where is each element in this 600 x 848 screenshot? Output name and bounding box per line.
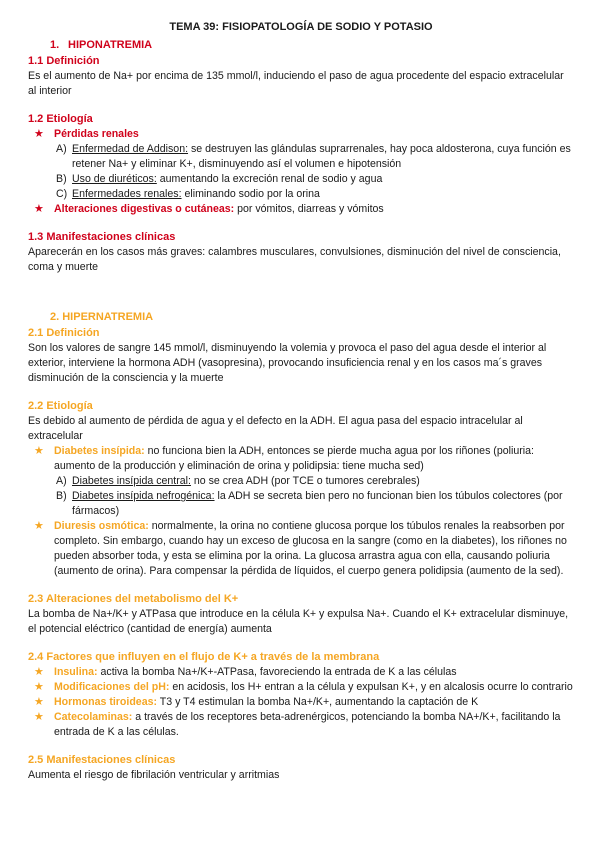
renal-disease-term: Enfermedades renales:: [72, 188, 182, 200]
list-item: [34, 202, 574, 217]
star-icon: ★: [34, 445, 44, 457]
list-item: [56, 187, 574, 202]
section-1-number: 1.: [50, 39, 60, 51]
diabetes-insipida-text: no funciona bien la ADH, entonces se pierde mucha agua por los riñones (poliuria: aumento de la producción y eliminación de orina y polidipsia: tiene mucha sed): [54, 445, 534, 472]
star-icon: ★: [34, 520, 44, 532]
diabetes-insipida-heading: Diabetes insípida:: [54, 445, 145, 457]
document-title: TEMA 39: FISIOPATOLOGÍA DE SODIO Y POTASIO: [169, 21, 433, 33]
item-letter: A): [56, 143, 67, 155]
s1-etiology-heading: 1.2 Etiología: [28, 113, 93, 125]
addison-term: Enfermedad de Addison:: [72, 143, 189, 155]
s2-clinical-text: Aumenta el riesgo de fibrilación ventricular y arritmias: [28, 769, 280, 781]
renal-disease-text: eliminando sodio por la orina: [181, 188, 320, 200]
s1-clinical-text: Aparecerán en los casos más graves: calambres musculares, convulsiones, disminución del nivel de consciencia, coma y muerte: [28, 246, 561, 273]
s2-metabolism-text: La bomba de Na+/K+ y ATPasa que introduce en la célula K+ y expulsa Na+. Cuando el K+ extracelular disminuye, el potencial eléctrico (cantidad de energía) aumenta: [28, 608, 569, 635]
addison-text: se destruyen las glándulas suprarrenales, hay poca aldosterona, cuya función es retener Na+ y eliminar K+, disminuyendo así el volumen e hipotensión: [72, 143, 571, 170]
osmotic-diuresis-heading: Diuresis osmótica:: [54, 520, 149, 532]
s2-factors-list: [28, 665, 574, 740]
list-item: [34, 695, 574, 710]
s2-metabolism-heading: 2.3 Alteraciones del metabolismo del K+: [28, 593, 239, 605]
star-icon: ★: [34, 666, 44, 678]
digestive-heading: Alteraciones digestivas o cutáneas:: [54, 203, 235, 215]
list-item: [56, 489, 574, 519]
star-icon: ★: [34, 128, 44, 140]
s1-definition-heading: 1.1 Definición: [28, 55, 100, 67]
thyroid-heading: Hormonas tiroideas:: [54, 696, 158, 708]
nephrogenic-di-term: Diabetes insípida nefrogénica:: [72, 490, 215, 502]
renal-losses-heading: Pérdidas renales: [54, 128, 139, 140]
list-item: [34, 665, 574, 680]
list-item: [56, 474, 574, 489]
list-item: [34, 444, 574, 474]
section-1-title: HIPONATREMIA: [68, 39, 153, 51]
insulin-text: activa la bomba Na+/K+-ATPasa, favoreciendo la entrada de K a las células: [97, 666, 457, 678]
diuretics-text: aumentando la excreción renal de sodio y agua: [156, 173, 383, 185]
ph-heading: Modificaciones del pH:: [54, 681, 170, 693]
list-item: [56, 142, 574, 172]
item-letter: A): [56, 475, 67, 487]
catecholamines-text: a través de los receptores beta-adrenérgicos, potenciando la bomba NA+/K+, facilitando la entrada de K a las células.: [54, 711, 561, 738]
section-2-title: 2. HIPERNATREMIA: [50, 311, 154, 323]
star-icon: ★: [34, 681, 44, 693]
section-1-heading: [28, 38, 574, 53]
list-item: [34, 680, 574, 695]
s2-etiology-text: Es debido al aumento de pérdida de agua y el defecto en la ADH. El agua pasa del espacio intracelular al extracelular: [28, 415, 523, 442]
list-item: [34, 127, 574, 142]
item-letter: C): [56, 188, 68, 200]
s2-etiology-heading: 2.2 Etiología: [28, 400, 93, 412]
ph-text: en acidosis, los H+ entran a la célula y expulsan K+, y en alcalosis ocurre lo contrario: [169, 681, 573, 693]
item-letter: B): [56, 173, 67, 185]
list-item: [34, 519, 574, 579]
list-item: [56, 172, 574, 187]
s2-clinical-heading: 2.5 Manifestaciones clínicas: [28, 754, 176, 766]
diuretics-term: Uso de diuréticos:: [72, 173, 157, 185]
digestive-text: por vómitos, diarreas y vómitos: [234, 203, 384, 215]
star-icon: ★: [34, 203, 44, 215]
s1-clinical-heading: 1.3 Manifestaciones clínicas: [28, 231, 176, 243]
catecholamines-heading: Catecolaminas:: [54, 711, 133, 723]
section-2-heading: [28, 310, 574, 325]
item-letter: B): [56, 490, 67, 502]
star-icon: ★: [34, 711, 44, 723]
s1-etiology-list: [28, 127, 574, 217]
s2-definition-heading: 2.1 Definición: [28, 327, 100, 339]
s1-definition-text: Es el aumento de Na+ por encima de 135 mmol/l, induciendo el paso de agua procedente del espacio extracelular al interior: [28, 70, 564, 97]
osmotic-diuresis-text: normalmente, la orina no contiene glucosa porque los túbulos renales la reabsorben por completo. Sin embargo, cuando hay un exceso de glucosa en la sangre (como en la diabetes), los riñones no pueden absorber toda, y esta se elimina por la orina. La glucosa arrastra agua con ella, causando poliuria (aumento de orina). Para compensar la pérdida de líquidos, el cuerpo genera polidipsia (aumento de la sed).: [54, 520, 567, 577]
insulin-heading: Insulina:: [54, 666, 98, 678]
s2-factors-heading: 2.4 Factores que influyen en el flujo de K+ a través de la membrana: [28, 651, 380, 663]
central-di-term: Diabetes insípida central:: [72, 475, 191, 487]
list-item: [34, 710, 574, 740]
star-icon: ★: [34, 696, 44, 708]
s2-definition-text: Son los valores de sangre 145 mmol/l, disminuyendo la volemia y provoca el paso del agua desde el interior al exterior, interviene la hormona ADH (vasopresina), provocando insuficiencia renal y en los casos ma´s graves disminución de la consciencia y la muerte: [28, 342, 547, 384]
s2-etiology-list: [28, 444, 574, 579]
thyroid-text: T3 y T4 estimulan la bomba Na+/K+, aumentando la captación de K: [157, 696, 479, 708]
nephrogenic-di-text: la ADH se secreta bien pero no funcionan bien los túbulos colectores (por fármacos): [72, 490, 563, 517]
central-di-text: no se crea ADH (por TCE o tumores cerebrales): [190, 475, 420, 487]
